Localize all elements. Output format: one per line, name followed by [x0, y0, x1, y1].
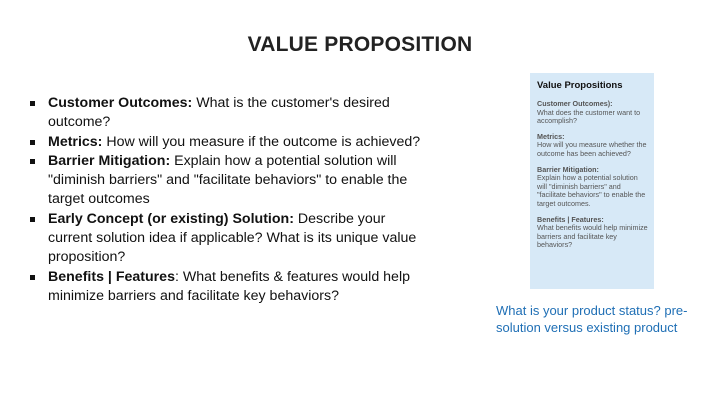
- bullet-item: [30, 210, 430, 268]
- panel-section-heading: Barrier Mitigation:: [537, 164, 599, 174]
- bullet-item: [30, 133, 430, 152]
- square-bullet-icon: [30, 217, 35, 222]
- value-propositions-panel: [530, 73, 654, 289]
- panel-section-heading: Benefits | Features:: [537, 214, 604, 224]
- panel-title: Value Propositions: [537, 80, 623, 91]
- panel-section-text: How will you measure whether the outcome has been achieved?: [537, 140, 647, 158]
- bullet-label: Benefits | Features: [48, 268, 175, 285]
- bullet-list: [30, 94, 430, 306]
- bullet-item: [30, 94, 430, 133]
- square-bullet-icon: [30, 275, 35, 280]
- bullet-item: [30, 268, 430, 307]
- bullet-text: : What benefits & features would help minimize barriers and facilitate key behaviors?: [48, 268, 410, 304]
- panel-section-text: What does the customer want to accomplish?: [537, 107, 641, 126]
- bullet-text: Describe your current solution idea if applicable? What is its unique value proposition?: [48, 210, 417, 266]
- square-bullet-icon: [30, 140, 35, 145]
- panel-section-heading: Customer Outcomes):: [537, 99, 613, 108]
- bullet-label: Barrier Mitigation:: [48, 152, 171, 169]
- bullet-label: Early Concept (or existing) Solution:: [48, 210, 294, 227]
- slide-title: VALUE PROPOSITION: [247, 33, 473, 56]
- panel-section-heading: Metrics:: [537, 131, 565, 141]
- panel-section-barrier-mitigation: [537, 166, 649, 209]
- panel-section-benefits-features: [537, 216, 649, 250]
- square-bullet-icon: [30, 159, 35, 164]
- panel-section-text: What benefits would help minimize barriers and facilitate key behaviors?: [537, 223, 648, 250]
- bullet-text: What is the customer's desired outcome?: [48, 95, 390, 131]
- bullet-item: [30, 152, 430, 210]
- square-bullet-icon: [30, 101, 35, 106]
- bullet-text: How will you measure if the outcome is achieved?: [102, 133, 421, 150]
- product-status-note: What is your product status? pre-solution versus existing product: [496, 303, 688, 335]
- bullet-label: Customer Outcomes:: [48, 95, 193, 111]
- panel-section-customer-outcomes: [537, 100, 649, 126]
- bullet-label: Metrics:: [48, 133, 103, 150]
- panel-section-metrics: [537, 133, 649, 159]
- panel-section-text: Explain how a potential solution will "diminish barriers" and "facilitate behaviors" to enable the target outcomes.: [537, 173, 646, 208]
- bullet-text: Explain how a potential solution will "diminish barriers" and "facilitate behaviors" to enable the target outcomes: [48, 152, 408, 208]
